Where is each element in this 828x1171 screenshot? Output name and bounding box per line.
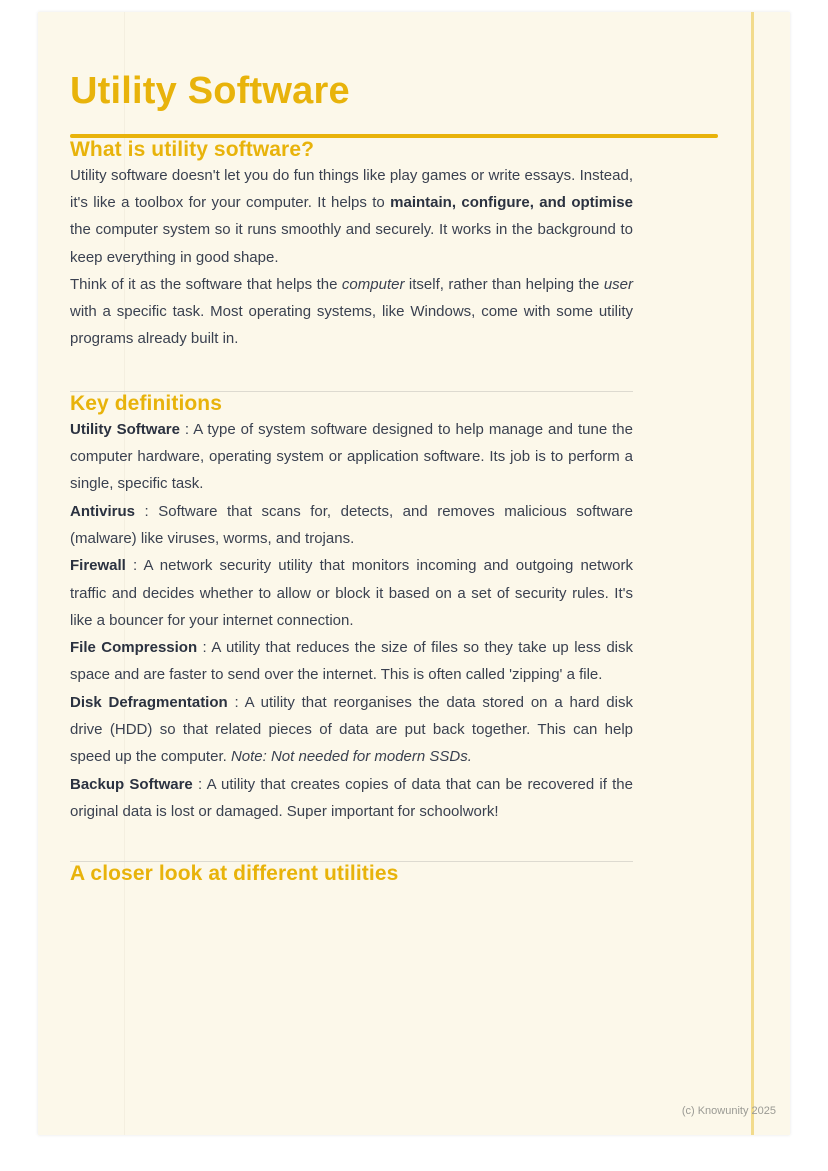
definition-separator: : [227,693,245,711]
text-run-italic: user [603,275,634,293]
definition-item-antivirus [70,498,633,553]
document-page [38,12,790,1135]
definition-item-firewall [70,552,633,634]
definition-desc: A utility that reorganises the data stored on a hard disk drive (HDD) so that related pieces of data are put back together. This can help speed up the computer. [70,693,633,766]
page-title: Utility Software [70,70,350,112]
intro-paragraph-1 [70,162,633,271]
section-heading-definitions: Key definitions [70,391,223,415]
definition-separator: : [192,775,207,793]
definition-term: Utility Software [70,420,180,438]
definition-desc: Software that scans for, detects, and removes malicious software (malware) like viruses, worms, and trojans. [70,502,633,547]
text-run-italic: computer [341,275,405,293]
definition-separator: : [179,420,194,438]
definition-separator: : [197,639,212,657]
definition-term: Backup Software [70,775,193,793]
section-heading-closer-look: A closer look at different utilities [70,862,399,886]
text-run: Think of it as the software that helps the [70,275,342,293]
definition-desc: A utility that reduces the size of files so they take up less disk space and are faster to send over the internet. This is often called 'zipping' a file. [70,639,633,684]
definition-separator: : [135,502,159,520]
definition-term: Antivirus [70,502,136,520]
definition-term: Firewall [70,557,126,575]
definition-note: Note: Not needed for modern SSDs. [230,748,472,766]
definition-desc: A network security utility that monitors incoming and outgoing network traffic and decides whether to allow or block it based on a set of security rules. It's like a bouncer for your internet connection. [70,557,633,629]
page-content [38,12,790,886]
definition-desc: A utility that creates copies of data that can be recovered if the original data is lost or damaged. Super important for schoolwork! [70,775,633,820]
definition-separator: : [125,557,144,575]
section-heading-intro: What is utility software? [70,137,315,161]
definition-item-disk-defragmentation [70,689,633,771]
definition-item-utility-software [70,416,633,498]
copyright-notice: (c) Knowunity 2025 [681,1105,776,1117]
definition-desc: A type of system software designed to help manage and tune the computer hardware, operating system or application software. Its job is to perform a single, specific task. [70,420,633,493]
definition-item-file-compression [70,634,633,689]
text-run: itself, rather than helping the [404,275,604,293]
definition-item-backup-software [70,771,633,826]
text-run: with a specific task. Most operating systems, like Windows, come with some utility programs already built in. [70,303,633,348]
text-run: Utility software doesn't let you do fun things like play games or write essays. Instead, it's like a toolbox for your computer. It helps to [70,166,633,211]
intro-paragraph-2 [70,271,633,353]
definition-term: File Compression [70,639,198,657]
definition-term: Disk Defragmentation [70,693,228,711]
text-run-bold: maintain, configure, and optimise [390,193,633,211]
text-run: the computer system so it runs smoothly and securely. It works in the background to keep everything in good shape. [70,221,633,266]
